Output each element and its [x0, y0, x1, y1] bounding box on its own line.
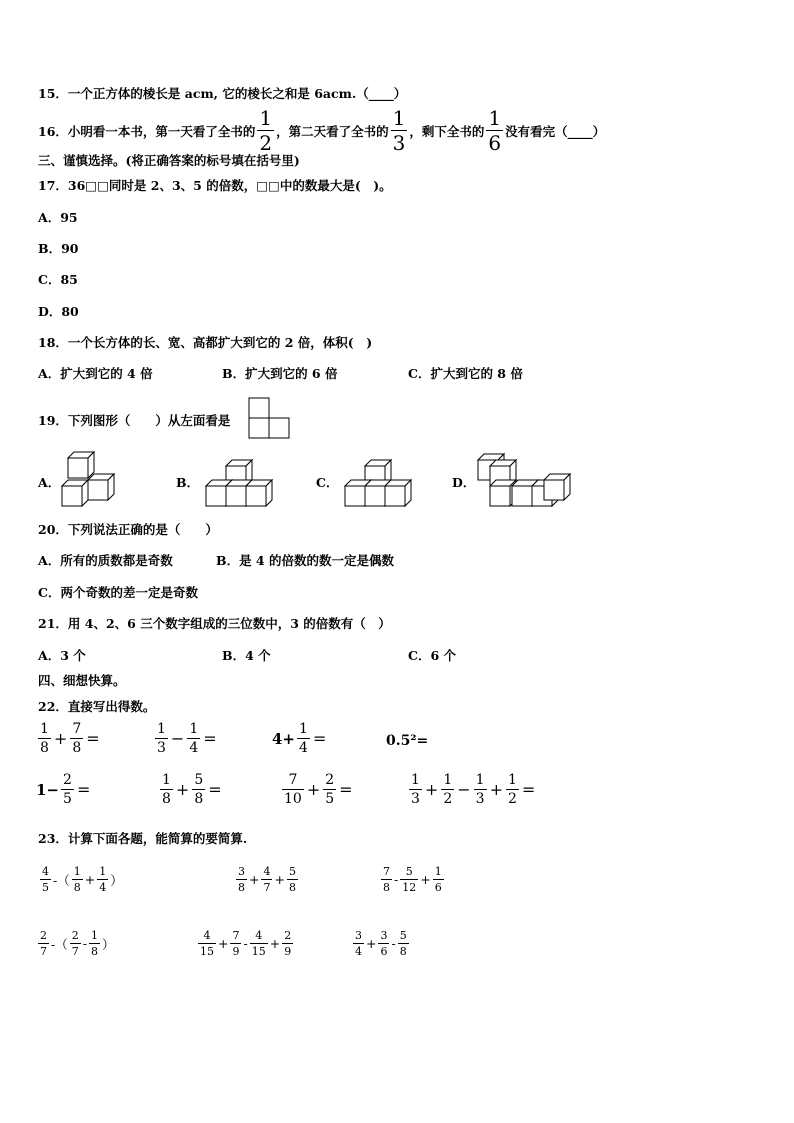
q16-mid1: ，第二天看了全书的: [276, 123, 389, 139]
q23-expr-1: $\frac{4}{5}$ -（ $\frac{1}{8}$ + $\frac{1}{4}$ ）: [42, 865, 123, 894]
cube: [246, 480, 272, 506]
question-18: 18．一个长方体的长、宽、高都扩大到它的 2 倍，体积( ): [38, 335, 373, 350]
cube-figure-c: [343, 456, 417, 510]
q22-expr-4: 0.5²=: [386, 733, 429, 749]
q16-mid2: ，剩下全书的: [409, 123, 485, 139]
q22-expr-2: $\frac{1}{3}$ − $\frac{1}{4}$ =: [157, 721, 217, 756]
q22-expr-1: $\frac{1}{8}$ + $\frac{7}{8}$ =: [40, 721, 100, 756]
q23-expr-6: $\frac{3}{4}$ + $\frac{3}{6}$ - $\frac{5}{8}$: [355, 929, 407, 958]
q18-option-c: C．扩大到它的 8 倍: [408, 366, 523, 381]
fraction-one-third: $\frac{1}{3}$: [392, 106, 406, 155]
q17-option-c: C．85: [38, 272, 78, 287]
q23-expr-5: $\frac{4}{15}$ + $\frac{7}{9}$ - $\frac{4}{15}$ + $\frac{2}{9}$: [200, 929, 292, 958]
section-four-heading: 四、细想快算。: [38, 673, 126, 688]
q22-expr-3: 4+ $\frac{1}{4}$ =: [272, 721, 327, 756]
q17-option-a: A．95: [38, 210, 78, 225]
q23-expr-3: $\frac{7}{8}$ - $\frac{5}{12}$ + $\frac{1}{6}$: [383, 865, 442, 894]
q22-expr-8: $\frac{1}{3}$ + $\frac{1}{2}$ − $\frac{1}{3}$ + $\frac{1}{2}$ =: [411, 772, 536, 807]
cube: [68, 452, 94, 478]
cube: [62, 480, 88, 506]
question-16: [38, 108, 605, 153]
question-22: 22．直接写出得数。: [38, 699, 156, 714]
q23-expr-2: $\frac{3}{8}$ + $\frac{4}{7}$ + $\frac{5}{8}$: [238, 865, 296, 894]
question-21: 21．用 4、2、6 三个数字组成的三位数中，3 的倍数有（ ）: [38, 616, 391, 631]
cube-figure-a: [58, 452, 122, 510]
section-three-heading: 三、谨慎选择。(将正确答案的标号填在括号里): [38, 153, 300, 168]
q21-option-a: A．3 个: [38, 648, 86, 663]
q19-option-c-label: C．: [316, 475, 339, 490]
question-20: 20．下列说法正确的是（ ）: [38, 522, 218, 537]
question-15: 15．一个正方体的棱长是 acm, 它的棱长之和是 6acm.（____）: [38, 86, 407, 101]
q18-option-b: B．扩大到它的 6 倍: [222, 366, 338, 381]
q21-option-b: B．4 个: [222, 648, 271, 663]
q21-option-c: C．6 个: [408, 648, 456, 663]
q19-option-a-label: A．: [38, 475, 61, 490]
cube: [88, 474, 114, 500]
q22-expr-6: $\frac{1}{8}$ + $\frac{5}{8}$ =: [162, 772, 222, 807]
q18-option-a: A．扩大到它的 4 倍: [38, 366, 153, 381]
q22-expr-7: $\frac{7}{10}$ + $\frac{2}{5}$ =: [284, 772, 353, 807]
q19-option-b-label: B．: [176, 475, 200, 490]
q20-option-a: A．所有的质数都是奇数: [38, 553, 173, 568]
q23-expr-4: $\frac{2}{7}$ -（ $\frac{2}{7}$ - $\frac{1}{8}$ ）: [40, 929, 115, 958]
question-17: 17．36□□同时是 2、3、5 的倍数，□□中的数最大是( )。: [38, 178, 392, 193]
fraction-one-half: $\frac{1}{2}$: [259, 106, 273, 155]
cube-figure-d: [474, 452, 570, 510]
cube-figure-b: [204, 456, 278, 510]
q20-option-b: B．是 4 的倍数的数一定是偶数: [216, 553, 394, 568]
question-23: 23．计算下面各题，能简算的要简算.: [38, 831, 248, 846]
q19-option-d-label: D．: [452, 475, 476, 490]
cube: [385, 480, 411, 506]
q22-expr-5: 1− $\frac{2}{5}$ =: [36, 772, 91, 807]
cube: [544, 474, 570, 500]
left-view-figure: [248, 397, 292, 440]
q20-option-c: C．两个奇数的差一定是奇数: [38, 585, 198, 600]
q16-prefix: 16．小明看一本书，第一天看了全书的: [38, 123, 256, 139]
fraction-one-sixth: $\frac{1}{6}$: [488, 106, 502, 155]
q17-option-d: D．80: [38, 304, 79, 319]
q17-option-b: B．90: [38, 241, 79, 256]
question-19: 19．下列图形（ ）从左面看是: [38, 413, 231, 428]
q16-suffix: 没有看完（____）: [505, 123, 606, 139]
